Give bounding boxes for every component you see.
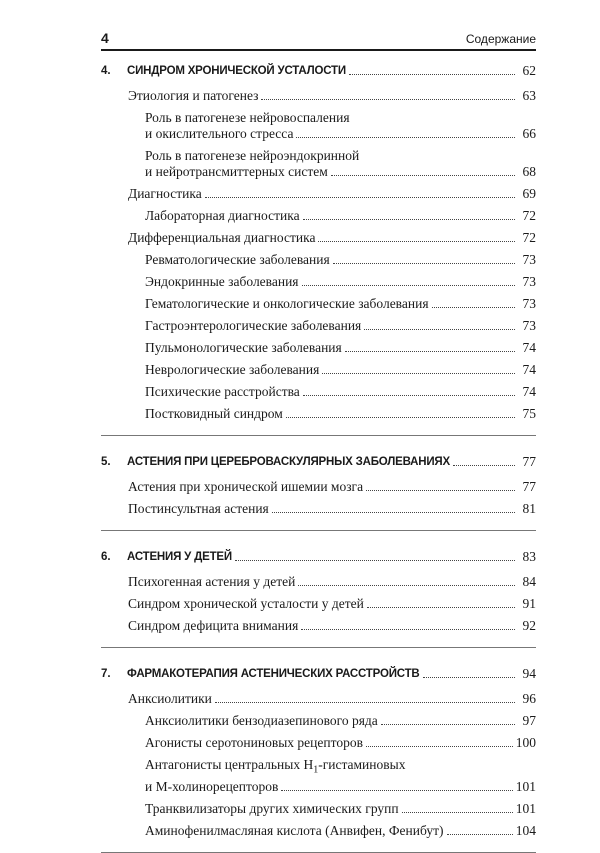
leader-dots bbox=[303, 219, 515, 220]
entry-page: 73 bbox=[522, 318, 536, 333]
entry-title: Синдром дефицита внимания bbox=[128, 618, 299, 633]
entry-page: 69 bbox=[522, 186, 536, 201]
leader-dots bbox=[432, 307, 515, 308]
chapter-page: 77 bbox=[522, 454, 536, 469]
chapter-number: 6. bbox=[101, 551, 111, 563]
chapter-title: ФАРМАКОТЕРАПИЯ АСТЕНИЧЕСКИХ РАССТРОЙСТВ bbox=[127, 668, 420, 680]
leader-dots bbox=[322, 373, 515, 374]
toc-entry[interactable] bbox=[101, 381, 536, 403]
leader-dots bbox=[366, 746, 513, 747]
page-number: 4 bbox=[101, 30, 109, 46]
toc-entry[interactable] bbox=[101, 227, 536, 249]
toc-entry[interactable] bbox=[101, 571, 536, 593]
toc-entry[interactable] bbox=[101, 315, 536, 337]
running-title: Содержание bbox=[465, 32, 536, 46]
toc-entry-line bbox=[101, 107, 536, 126]
entry-page: 66 bbox=[522, 126, 536, 141]
entry-title: Эндокринные заболевания bbox=[145, 274, 299, 289]
entry-page: 74 bbox=[522, 384, 536, 399]
entry-title: Агонисты серотониновых рецепторов bbox=[145, 735, 363, 750]
toc-entry[interactable] bbox=[101, 164, 536, 183]
leader-dots bbox=[447, 834, 513, 835]
toc-entry[interactable] bbox=[101, 337, 536, 359]
entry-page: 104 bbox=[515, 822, 536, 838]
entry-title: Постковидный синдром bbox=[145, 406, 283, 421]
table-of-contents bbox=[101, 56, 536, 853]
toc-entry[interactable] bbox=[101, 271, 536, 293]
leader-dots bbox=[215, 702, 515, 703]
entry-page: 84 bbox=[522, 574, 536, 589]
entry-page: 73 bbox=[522, 274, 536, 289]
leader-dots bbox=[296, 137, 515, 138]
leader-dots bbox=[302, 285, 515, 286]
leader-dots bbox=[453, 465, 515, 466]
toc-entry[interactable] bbox=[101, 779, 536, 798]
entry-title: и нейротрансмиттерных систем bbox=[145, 164, 328, 179]
leader-dots bbox=[367, 607, 515, 608]
running-header bbox=[101, 24, 536, 51]
toc-entry[interactable] bbox=[101, 476, 536, 498]
toc-entry[interactable] bbox=[101, 249, 536, 271]
chapter-title: АСТЕНИЯ ПРИ ЦЕРЕБРОВАСКУЛЯРНЫХ ЗАБОЛЕВАНИЯХ bbox=[127, 456, 450, 468]
entry-page: 101 bbox=[515, 778, 536, 794]
entry-page: 73 bbox=[522, 252, 536, 267]
toc-entry[interactable] bbox=[101, 732, 536, 754]
entry-title: Анксиолитики bbox=[128, 691, 212, 706]
chapter-title: АСТЕНИЯ У ДЕТЕЙ bbox=[127, 551, 232, 563]
entry-title: Гастроэнтерологические заболевания bbox=[145, 318, 362, 333]
entry-page: 74 bbox=[522, 362, 536, 377]
toc-entry[interactable] bbox=[101, 593, 536, 615]
chapter-page: 94 bbox=[522, 666, 536, 681]
leader-dots bbox=[364, 329, 515, 330]
toc-entry-line bbox=[101, 145, 536, 164]
leader-dots bbox=[402, 812, 513, 813]
leader-dots bbox=[349, 74, 515, 75]
toc-entry[interactable] bbox=[101, 710, 536, 732]
leader-dots bbox=[366, 490, 515, 491]
leader-dots bbox=[281, 790, 512, 791]
leader-dots bbox=[333, 263, 515, 264]
entry-title: Ревматологические заболевания bbox=[145, 252, 330, 267]
entry-title: Психогенная астения у детей bbox=[128, 574, 296, 589]
toc-entry-line bbox=[101, 754, 536, 779]
entry-page: 97 bbox=[522, 713, 536, 728]
entry-title: Диагностика bbox=[128, 186, 202, 201]
entry-page: 77 bbox=[522, 479, 536, 494]
entry-title: Гематологические и онкологические заболевания bbox=[145, 296, 429, 311]
toc-entry[interactable] bbox=[101, 359, 536, 381]
toc-chapter bbox=[101, 659, 536, 853]
leader-dots bbox=[272, 512, 515, 513]
entry-title: Психические расстройства bbox=[145, 384, 300, 399]
entry-page: 91 bbox=[522, 596, 536, 611]
leader-dots bbox=[286, 417, 515, 418]
chapter-heading[interactable] bbox=[101, 59, 536, 85]
entry-page: 96 bbox=[522, 691, 536, 706]
entry-page: 101 bbox=[515, 800, 536, 816]
toc-entry[interactable] bbox=[101, 85, 536, 107]
entry-title: Неврологические заболевания bbox=[145, 362, 320, 377]
toc-entry[interactable] bbox=[101, 615, 536, 637]
leader-dots bbox=[261, 99, 515, 100]
entry-page: 73 bbox=[522, 296, 536, 311]
entry-title: Роль в патогенезе нейровоспаления bbox=[145, 110, 350, 125]
chapter-page: 62 bbox=[522, 63, 536, 78]
entry-title: Дифференциальная диагностика bbox=[128, 230, 316, 245]
entry-title: Постинсультная астения bbox=[128, 501, 269, 516]
leader-dots bbox=[303, 395, 515, 396]
entry-title: Лабораторная диагностика bbox=[145, 208, 300, 223]
toc-entry[interactable] bbox=[101, 798, 536, 820]
entry-page: 100 bbox=[515, 735, 536, 750]
entry-page: 72 bbox=[522, 208, 536, 223]
chapter-page: 83 bbox=[522, 549, 536, 564]
entry-title: Роль в патогенезе нейроэндокринной bbox=[145, 148, 360, 163]
toc-chapter bbox=[101, 56, 536, 436]
leader-dots bbox=[298, 585, 515, 586]
toc-entry[interactable] bbox=[101, 688, 536, 710]
toc-chapter bbox=[101, 447, 536, 531]
leader-dots bbox=[381, 724, 515, 725]
chapter-heading[interactable] bbox=[101, 450, 536, 476]
chapter-heading[interactable] bbox=[101, 662, 536, 688]
toc-entry[interactable] bbox=[101, 498, 536, 520]
toc-entry[interactable] bbox=[101, 293, 536, 315]
entry-title: и М-холинорецепторов bbox=[145, 778, 279, 794]
entry-title: Аминофенилмасляная кислота (Анвифен, Фенибут) bbox=[145, 822, 444, 838]
entry-page: 68 bbox=[522, 164, 536, 179]
entry-title: Транквилизаторы других химических групп bbox=[145, 800, 399, 816]
entry-page: 74 bbox=[522, 340, 536, 355]
entry-page: 81 bbox=[522, 501, 536, 516]
toc-entry[interactable] bbox=[101, 403, 536, 425]
leader-dots bbox=[423, 677, 515, 678]
chapter-heading[interactable] bbox=[101, 545, 536, 571]
entry-title: Синдром хронической усталости у детей bbox=[128, 596, 364, 611]
toc-chapter bbox=[101, 542, 536, 648]
entry-title: и окислительного стресса bbox=[145, 126, 294, 141]
entry-title: Этиология и патогенез bbox=[128, 88, 259, 103]
chapter-title: СИНДРОМ ХРОНИЧЕСКОЙ УСТАЛОСТИ bbox=[127, 65, 346, 77]
leader-dots bbox=[318, 241, 515, 242]
chapter-number: 7. bbox=[101, 668, 111, 680]
toc-entry[interactable] bbox=[101, 183, 536, 205]
leader-dots bbox=[331, 175, 515, 176]
entry-title: Антагонисты центральных $H_1$-гистаминовых bbox=[145, 757, 406, 776]
chapter-number: 5. bbox=[101, 456, 111, 468]
entry-page: 72 bbox=[522, 230, 536, 245]
entry-title: Пульмонологические заболевания bbox=[145, 340, 342, 355]
toc-entry[interactable] bbox=[101, 126, 536, 145]
entry-page: 92 bbox=[522, 618, 536, 633]
entry-title: Астения при хронической ишемии мозга bbox=[128, 479, 364, 494]
entry-title: Анксиолитики бензодиазепинового ряда bbox=[145, 713, 378, 728]
leader-dots bbox=[205, 197, 515, 198]
leader-dots bbox=[345, 351, 515, 352]
chapter-number: 4. bbox=[101, 65, 111, 77]
leader-dots bbox=[235, 560, 515, 561]
entry-page: 63 bbox=[522, 88, 536, 103]
leader-dots bbox=[301, 629, 515, 630]
entry-page: 75 bbox=[522, 406, 536, 421]
toc-entry[interactable] bbox=[101, 205, 536, 227]
toc-entry[interactable] bbox=[101, 820, 536, 842]
